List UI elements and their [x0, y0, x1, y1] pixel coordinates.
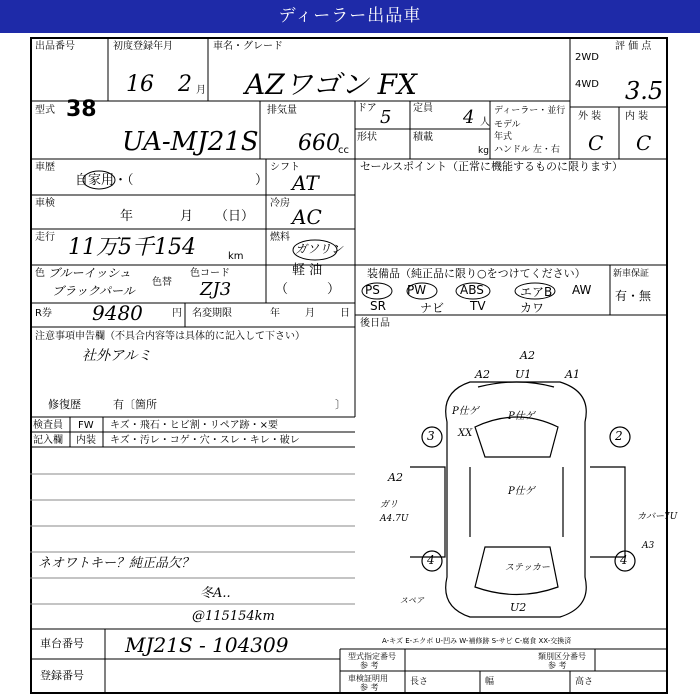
page-header: [0, 0, 700, 33]
check-int: 内装: [76, 435, 96, 446]
fuel-label: 燃料: [270, 232, 290, 243]
load-label: 積載: [413, 132, 433, 143]
first-reg-month: 2: [178, 72, 192, 97]
later-day-label: 後日品: [360, 318, 390, 329]
shift-label: シフト: [270, 162, 300, 173]
check-label2: 記入欄: [33, 435, 63, 446]
name-change-month: 月: [305, 308, 315, 319]
len-label: 長さ: [410, 677, 429, 687]
damage-mark-7: XX: [458, 428, 473, 439]
name-change-year: 年: [270, 308, 280, 319]
damage-mark-15: スペア: [400, 596, 424, 605]
damage-mark-1: A2: [520, 349, 535, 362]
wheel-mark-rl: 4: [427, 553, 435, 567]
wheel-mark-rr: 4: [620, 553, 628, 567]
dealer-year: 年式: [494, 132, 513, 142]
class-label: 類別区分番号: [538, 652, 586, 661]
first-reg-month-unit: 月: [196, 85, 206, 96]
mileage-unit: km: [228, 251, 244, 262]
equipment-ps: PS: [365, 283, 380, 297]
recycle-value: 9480: [92, 301, 143, 325]
check-label1: 検査員: [33, 420, 63, 431]
equipment-label: 装備品（純正品に限り○をつけてください）: [367, 267, 586, 280]
ext-label: 外 装: [578, 111, 602, 122]
fuel-other: （ ）: [275, 282, 341, 297]
color-change-label: 色替: [152, 277, 172, 288]
shape-label: 形状: [357, 132, 377, 143]
legend: A-キズ E-エクボ U-凹み W-補修跡 S-サビ C-腐食 XX-交換済: [382, 637, 572, 645]
equipment-abs: ABS: [460, 283, 484, 297]
damage-mark-4: A1: [565, 368, 580, 381]
history-options: 自家用・（: [75, 173, 134, 188]
width-label: 幅: [485, 677, 495, 687]
fuel-diesel: 軽 油: [292, 263, 323, 278]
notes-label: 注意事項申告欄（不具合内容等は具体的に記入して下さい）: [35, 331, 305, 342]
damage-mark-10: ガリ: [380, 500, 399, 510]
page-title: ディーラー出品車: [278, 6, 422, 26]
color-label: 色: [35, 268, 45, 279]
repair-label: 修復歴: [48, 398, 81, 411]
equipment-airbag: エアB: [520, 285, 553, 299]
damage-mark-5: P仕ゲ: [452, 406, 479, 417]
notes-handwritten: 社外アルミ: [82, 348, 152, 364]
doors-value: 5: [380, 107, 392, 128]
color-code-value: ZJ3: [200, 279, 232, 300]
chassis-value: MJ21S - 104309: [125, 633, 289, 657]
name-change-day: 日: [340, 308, 350, 319]
load-unit: kg: [478, 146, 489, 156]
capacity-label: 定員: [413, 103, 433, 114]
kind-label: 型式指定番号: [348, 652, 396, 661]
damage-mark-12: カバー7U: [637, 512, 678, 522]
first-reg-label: 初度登録年月: [113, 41, 173, 52]
int-value: C: [636, 131, 652, 155]
recycle-label: R券: [35, 308, 52, 319]
grade-value: 3.5: [625, 77, 664, 105]
color-value-1: ブルーイッシュ: [48, 266, 132, 280]
first-reg-year: 16: [126, 72, 154, 97]
lot-number: 38: [66, 97, 97, 122]
capacity-value: 4: [463, 107, 475, 128]
model-value: UA-MJ21S: [122, 127, 259, 157]
int-label: 内 装: [625, 111, 649, 122]
equipment-circles: [30, 37, 668, 697]
damage-mark-2: A2: [475, 368, 490, 381]
inspection-month: 月: [180, 209, 194, 224]
name-change-label: 名変期限: [192, 308, 232, 319]
dealer-model: モデル: [494, 120, 521, 130]
wheel-mark-fr: 2: [615, 429, 623, 443]
repair-value: 有〔箇所: [113, 398, 157, 411]
auction-sheet: [30, 37, 678, 697]
damage-mark-3: U1: [515, 368, 532, 381]
chassis-label: 車台番号: [40, 637, 84, 650]
height-label: 高さ: [575, 677, 594, 687]
ext-value: C: [588, 131, 604, 155]
registration-label: 登録番号: [40, 669, 84, 682]
capacity-unit: 人: [480, 117, 490, 128]
model-label: 型式: [35, 105, 55, 116]
cert-ref: 参 考: [360, 683, 379, 692]
damage-mark-14: ステッカー: [505, 563, 550, 573]
recycle-unit: 円: [172, 308, 182, 319]
inspection-day: （日）: [215, 209, 255, 224]
equipment-tv: TV: [470, 299, 486, 313]
grade-label: 評 価 点: [615, 41, 652, 52]
car-name-label: 車名・グレード: [213, 41, 283, 52]
displacement-unit: cc: [338, 145, 349, 156]
note-key: ネオワトキー？純正品欠？: [38, 556, 195, 571]
equipment-leather: カワ: [520, 301, 545, 315]
kind-ref: 参 考: [360, 661, 379, 670]
note-rei: 冬A..: [200, 586, 231, 601]
history-close: ）: [255, 173, 269, 188]
sales-point-label: セールスポイント（正常に機能するものに限ります）: [360, 160, 624, 173]
cert-label: 車検証明用: [348, 674, 388, 683]
aircon-label: 冷房: [270, 198, 290, 209]
damage-mark-8: P仕ゲ: [508, 486, 535, 497]
warranty-value: 有・無: [615, 289, 652, 303]
aircon-value: AC: [292, 205, 322, 229]
equipment-navi: ナビ: [420, 301, 445, 315]
drive-2wd: 2WD: [575, 52, 599, 63]
shift-value: AT: [292, 171, 319, 195]
check-fw-items: キズ・飛石・ヒビ割・リペア跡・×要: [110, 420, 278, 431]
equipment-pw: PW: [407, 283, 427, 297]
equipment-sr: SR: [370, 299, 386, 313]
note-odo: @115154km: [192, 609, 275, 624]
dealer-label: ディーラー・並行: [494, 106, 566, 116]
damage-mark-13: A3: [642, 541, 655, 551]
history-label: 車歴: [35, 162, 55, 173]
repair-close: 〕: [335, 398, 346, 411]
damage-mark-11: A4.7U: [380, 514, 409, 524]
doors-label: ドア: [357, 103, 377, 114]
check-int-items: キズ・汚レ・コゲ・穴・スレ・キレ・破レ: [110, 435, 300, 446]
dealer-handle: ハンドル 左・右: [494, 145, 560, 155]
fuel-gas: ガソリン: [295, 242, 344, 256]
class-ref: 参 考: [548, 661, 567, 670]
check-fw: FW: [78, 420, 94, 431]
color-value-2: ブラックパール: [52, 284, 135, 298]
displacement-value: 660: [298, 131, 340, 156]
equipment-aw: AW: [572, 283, 592, 297]
displacement-label: 排気量: [267, 105, 297, 116]
wheel-mark-fl: 3: [427, 429, 435, 443]
drive-4wd: 4WD: [575, 79, 599, 90]
mileage-value: 11万5千154: [68, 235, 196, 260]
inspection-year: 年: [120, 209, 134, 224]
damage-mark-9: A2: [388, 471, 403, 484]
mileage-label: 走行: [35, 232, 55, 243]
car-name: AZワゴン FX: [245, 68, 417, 101]
lot-number-label: 出品番号: [35, 41, 75, 52]
damage-mark-6: P仕ゲ: [508, 411, 535, 422]
inspection-label: 車検: [35, 198, 55, 209]
warranty-label: 新車保証: [613, 269, 650, 279]
damage-mark-16: U2: [510, 601, 527, 614]
color-code-label: 色コード: [190, 268, 230, 279]
